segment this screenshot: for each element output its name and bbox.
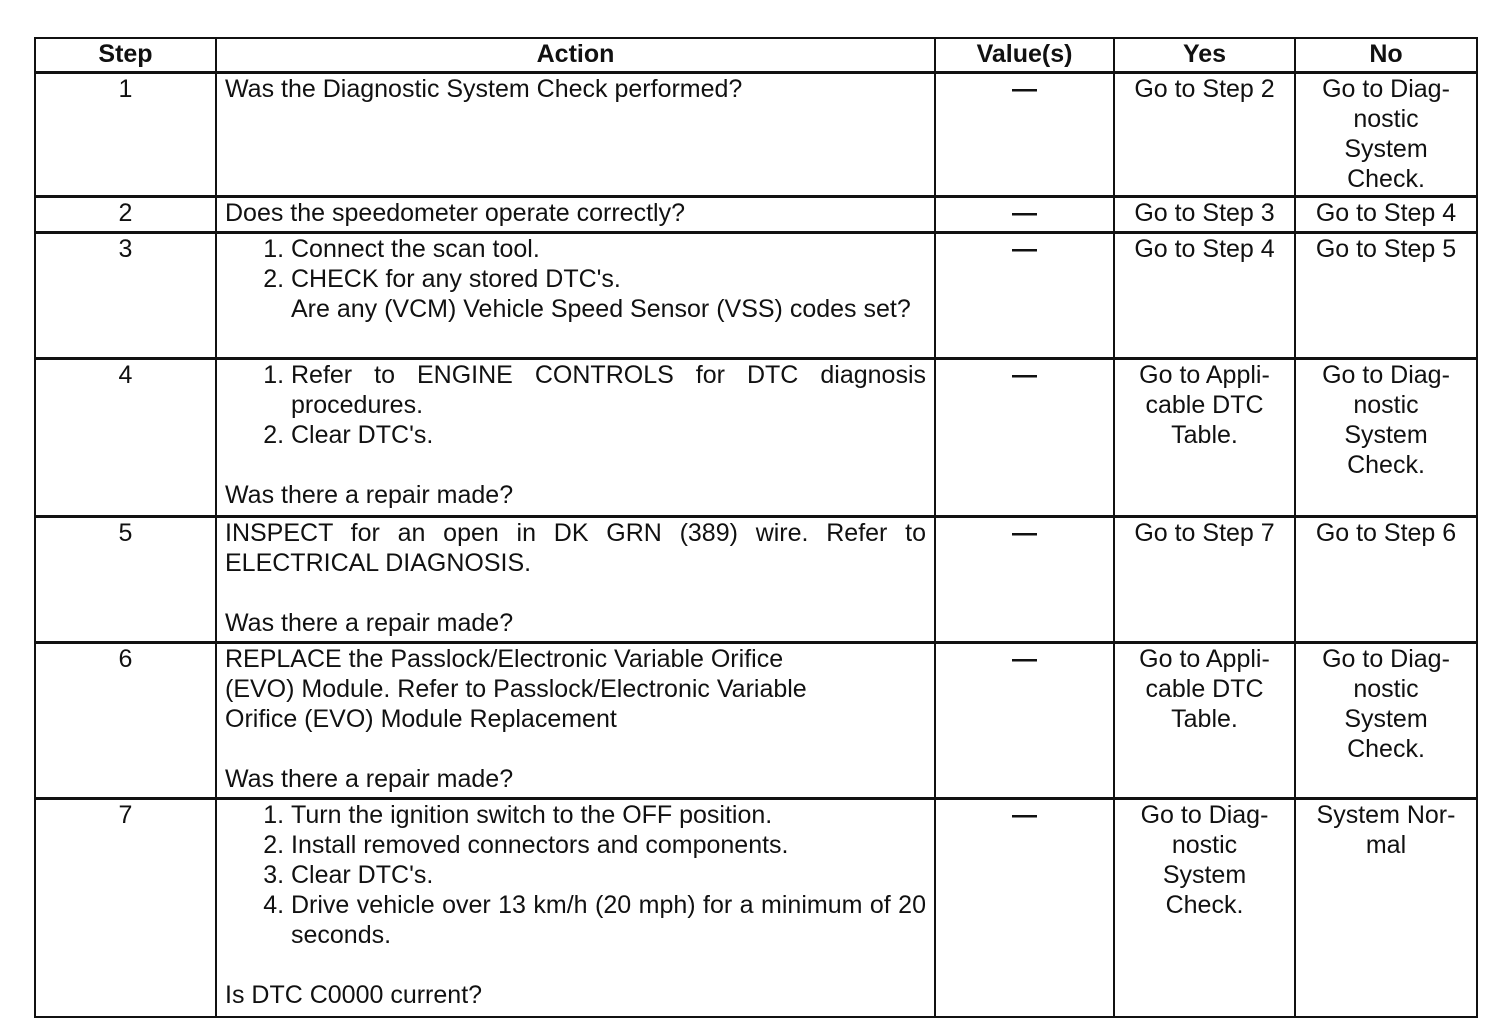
value-dash: — <box>1012 235 1037 263</box>
yes-line: cable DTC <box>1145 675 1264 703</box>
no-line: Check. <box>1347 451 1425 479</box>
yes-line: Table. <box>1171 421 1238 449</box>
no-line: Check. <box>1347 735 1425 763</box>
step-number: 1 <box>35 73 216 197</box>
action-question: Is DTC C0000 current? <box>225 981 483 1009</box>
no-line: nostic <box>1353 675 1419 703</box>
yes-line: Table. <box>1171 705 1238 733</box>
no-line: Go to Diag- <box>1322 75 1450 103</box>
header-action: Action <box>216 38 935 73</box>
value-cell <box>935 233 1114 359</box>
action-line: REPLACE the Passlock/Electronic Variable Orifice <box>225 645 784 673</box>
table-row <box>35 517 1477 643</box>
no-line: Go to Diag- <box>1322 361 1450 389</box>
action-question: Was there a repair made? <box>225 609 514 637</box>
action-text: Does the speedometer operate correctly? <box>225 199 685 227</box>
no-line: System Nor- <box>1316 801 1456 829</box>
action-steps-list <box>225 234 926 324</box>
header-step: Step <box>35 38 216 73</box>
table-row <box>35 73 1477 197</box>
table-row <box>35 233 1477 359</box>
yes-line: Check. <box>1165 891 1244 919</box>
value-dash: — <box>1012 645 1037 673</box>
no-line: nostic <box>1353 391 1419 419</box>
value-cell <box>935 359 1114 517</box>
value-cell <box>935 517 1114 643</box>
value-cell <box>935 799 1114 1017</box>
yes-cell <box>1114 799 1295 1017</box>
action-cell <box>216 359 935 517</box>
no-line: System <box>1344 135 1428 163</box>
yes-line: Go to Step 2 <box>1134 75 1275 103</box>
no-line: Go to Diag- <box>1322 645 1450 673</box>
action-cell <box>216 643 935 799</box>
action-cell <box>216 799 935 1017</box>
action-steps-list <box>225 360 926 450</box>
diagnostic-table <box>34 37 1478 1018</box>
table-row <box>35 359 1477 517</box>
no-line: nostic <box>1353 105 1419 133</box>
action-step: 1. Refer to ENGINE CONTROLS for DTC diagnosis procedures. <box>291 360 926 420</box>
value-dash: — <box>1012 519 1037 547</box>
no-line: Go to Step 4 <box>1315 199 1457 227</box>
action-step: 2. Install removed connectors and components. <box>291 830 926 860</box>
action-text: Was the Diagnostic System Check performed? <box>225 75 743 103</box>
step-number: 5 <box>35 517 216 643</box>
no-line: mal <box>1365 831 1407 859</box>
yes-line: nostic <box>1171 831 1238 859</box>
yes-line: Go to Step 3 <box>1134 199 1275 227</box>
yes-cell <box>1114 517 1295 643</box>
diagnostic-table-page <box>34 37 1476 1018</box>
value-cell <box>935 73 1114 197</box>
action-cell <box>216 73 935 197</box>
no-line: Check. <box>1347 165 1425 193</box>
step-number: 2 <box>35 197 216 233</box>
yes-line: Go to Appli- <box>1139 361 1270 389</box>
no-cell <box>1295 517 1477 643</box>
yes-cell <box>1114 643 1295 799</box>
no-cell <box>1295 359 1477 517</box>
action-question: Was there a repair made? <box>225 765 514 793</box>
no-line: System <box>1344 421 1428 449</box>
no-line: Go to Step 5 <box>1315 235 1457 263</box>
no-cell <box>1295 73 1477 197</box>
yes-line: System <box>1162 861 1247 889</box>
action-step: 3. Clear DTC's. <box>291 860 926 890</box>
value-dash: — <box>1012 361 1037 389</box>
step-number: 7 <box>35 799 216 1017</box>
no-cell <box>1295 799 1477 1017</box>
table-header-row <box>35 38 1477 73</box>
header-no: No <box>1295 38 1477 73</box>
action-text: INSPECT for an open in DK GRN (389) wire. Refer to ELECTRICAL DIAGNOSIS. <box>225 519 926 577</box>
yes-cell <box>1114 359 1295 517</box>
table-row <box>35 197 1477 233</box>
yes-line: Go to Diag- <box>1140 801 1269 829</box>
action-cell <box>216 197 935 233</box>
step-number: 6 <box>35 643 216 799</box>
no-cell <box>1295 643 1477 799</box>
yes-line: cable DTC <box>1145 391 1264 419</box>
action-step-text: CHECK for any stored DTC's. <box>291 265 621 293</box>
yes-cell <box>1114 233 1295 359</box>
yes-line: Go to Step 4 <box>1134 235 1275 263</box>
action-cell <box>216 233 935 359</box>
header-yes: Yes <box>1114 38 1295 73</box>
action-step <box>291 264 926 324</box>
action-step: 4. Drive vehicle over 13 km/h (20 mph) for a minimum of 20 seconds. <box>291 890 926 950</box>
action-step: 1. Connect the scan tool. <box>291 234 926 264</box>
no-line: System <box>1344 705 1428 733</box>
table-row <box>35 799 1477 1017</box>
action-cell <box>216 517 935 643</box>
yes-line: Go to Appli- <box>1139 645 1270 673</box>
action-line: (EVO) Module. Refer to Passlock/Electronic Variable <box>225 675 807 703</box>
value-dash: — <box>1012 75 1037 103</box>
action-question: Was there a repair made? <box>225 481 514 509</box>
action-question: Are any (VCM) Vehicle Speed Sensor (VSS) codes set? <box>291 295 911 323</box>
action-steps-list <box>225 800 926 950</box>
action-step: 1. Turn the ignition switch to the OFF position. <box>291 800 926 830</box>
yes-cell <box>1114 73 1295 197</box>
yes-cell <box>1114 197 1295 233</box>
action-step: 2. Clear DTC's. <box>291 420 926 450</box>
no-line: Go to Step 6 <box>1315 519 1457 547</box>
step-number: 4 <box>35 359 216 517</box>
no-cell <box>1295 197 1477 233</box>
step-number: 3 <box>35 233 216 359</box>
table-row <box>35 643 1477 799</box>
value-dash: — <box>1012 199 1037 227</box>
action-line: Orifice (EVO) Module Replacement <box>225 705 617 733</box>
yes-line: Go to Step 7 <box>1134 519 1275 547</box>
value-dash: — <box>1012 801 1037 829</box>
value-cell <box>935 197 1114 233</box>
no-cell <box>1295 233 1477 359</box>
header-values: Value(s) <box>935 38 1114 73</box>
value-cell <box>935 643 1114 799</box>
